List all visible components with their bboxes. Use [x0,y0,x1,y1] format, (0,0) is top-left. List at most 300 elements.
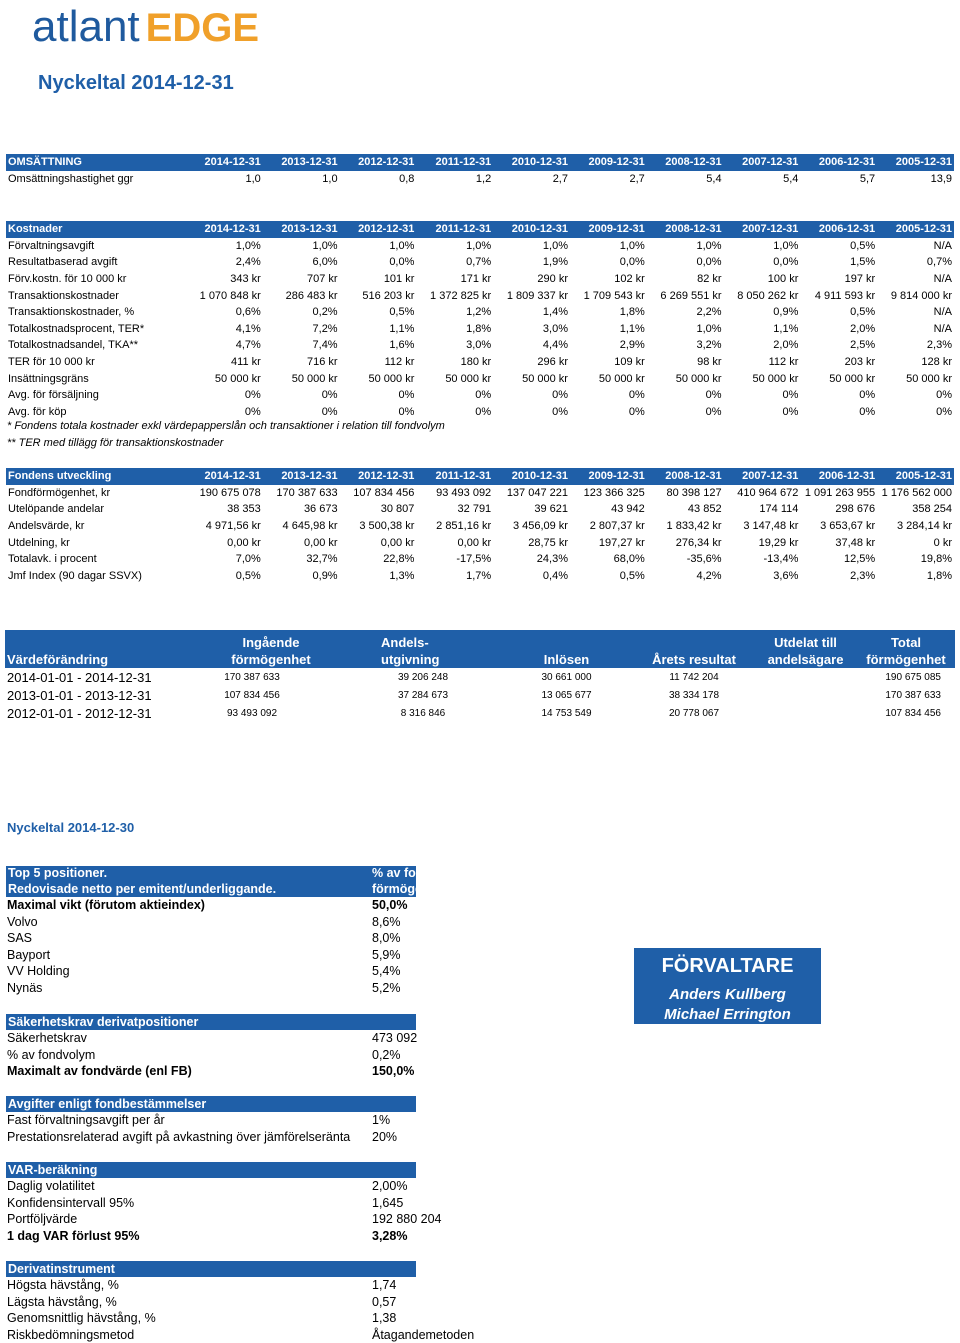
derivat-label: Riskbedömningsmetod [7,1327,135,1342]
kostnader-cell: 1 372 825 kr [430,289,492,302]
kostnader-row-label: TER för 10 000 kr [8,356,95,369]
omsattning-year-header: 2005-12-31 [877,154,954,171]
vf-header-label: Värdeförändring [5,630,195,668]
kostnader-year-header: 2014-12-31 [186,221,263,238]
vf-header-ingaende [195,630,347,668]
kostnader-cell: 0,0% [773,256,799,269]
vf-cell: 20 778 067 [668,707,720,719]
omsattning-cell: 5,4 [706,172,722,185]
top5-item-value: 5,2% [372,980,401,995]
utveckling-row-label: Jmf Index (90 dagar SSVX) [8,569,142,582]
utveckling-cell: -17,5% [456,553,492,566]
utveckling-cell: 2,3% [850,569,876,582]
kostnader-cell: 3,2% [696,339,722,352]
kostnader-cell: 1 809 337 kr [506,289,568,302]
vf-cell: 170 387 633 [885,689,941,701]
avgifter-label: Prestationsrelaterad avgift på avkastning över jämförelseränta [7,1129,351,1144]
kostnader-cell: 3,0% [466,339,492,352]
vf-period: 2014-01-01 - 2014-12-31 [7,669,152,685]
kostnader-cell: 0,7% [466,256,492,269]
kostnader-row-label: Transaktionskostnader, % [8,306,135,319]
avgifter-label: Fast förvaltningsavgift per år [7,1113,165,1127]
kostnader-cell: 2,4% [235,256,261,269]
kostnader-cell: 296 kr [537,356,568,369]
omsattning-year-header: 2008-12-31 [647,154,724,171]
kostnader-cell: 1,2% [466,306,492,319]
kostnader-year-header: 2013-12-31 [263,221,340,238]
utveckling-cell: 1,8% [926,569,952,582]
kostnader-row-label: Avg. för köp [8,405,67,418]
kostnader-cell: 0% [321,389,338,402]
sakerhet-row [6,1030,416,1047]
kostnader-year-header: 2011-12-31 [416,221,493,238]
kostnader-cell: 0% [321,405,338,418]
kostnader-year-header: 2010-12-31 [493,221,570,238]
utveckling-cell: 19,29 kr [758,536,799,549]
var-row [6,1195,416,1212]
kostnader-cell: 171 kr [460,273,492,286]
kostnader-cell: 2,2% [696,306,722,319]
kostnader-row-label: Insättningsgräns [8,372,89,385]
utveckling-cell: 2 851,16 kr [436,520,492,533]
vf-cell [754,704,857,722]
kostnader-cell: 6 269 551 kr [660,289,722,302]
kostnader-cell: 50 000 kr [214,372,261,385]
utveckling-cell: 0,5% [235,569,261,582]
derivat-value: 0,57 [372,1294,397,1309]
var-row [6,1211,442,1228]
utveckling-cell: 43 942 [611,503,645,516]
logo [32,2,259,51]
utveckling-cell: 3,6% [773,569,799,582]
var-row [6,1178,416,1195]
kostnader-cell: 0% [936,389,952,402]
omsattning-cell: 2,7 [552,172,568,185]
vf-cell: 93 493 092 [226,707,278,719]
forvaltare-name-2: Michael Errington [664,1006,791,1023]
var-label: Konfidensintervall 95% [7,1195,135,1210]
kostnader-cell: 6,0% [312,256,338,269]
kostnader-cell: 716 kr [307,356,338,369]
kostnader-cell: 109 kr [614,356,645,369]
omsattning-year-header: 2011-12-31 [416,154,493,171]
utveckling-row [6,551,954,568]
kostnader-cell: 0,5% [850,239,876,252]
sakerhet-value: 473 092 [372,1031,418,1045]
vf-row [5,668,955,686]
omsattning-year-header: 2010-12-31 [493,154,570,171]
top5-max-row [6,897,416,914]
kostnader-cell: 98 kr [697,356,722,369]
kostnader-cell: N/A [933,306,952,319]
kostnader-cell: 0% [244,389,261,402]
kostnader-cell: 1,0% [466,239,492,252]
utveckling-year-header: 2012-12-31 [340,468,417,485]
kostnader-cell: 203 kr [844,356,876,369]
utveckling-row-label: Andelsvärde, kr [8,520,85,533]
footnote-ter: * Fondens totala kostnader exkl värdepapperslån och transaktioner i relation till fondvolym [7,420,445,432]
kostnader-cell: 1,0% [619,239,645,252]
kostnader-cell: 128 kr [921,356,952,369]
kostnader-row [6,271,954,288]
utveckling-row-label: Utdelning, kr [8,536,70,549]
kostnader-cell: 102 kr [614,273,645,286]
derivat-label: Genomsnittlig hävstång, % [7,1311,156,1326]
vardeforandring-table [5,630,955,722]
utveckling-cell: 38 353 [227,503,261,516]
derivat-box [6,1261,475,1343]
var-value: 2,00% [372,1179,408,1193]
kostnader-cell: 0% [705,389,722,402]
top5-item [6,914,416,931]
kostnader-cell: N/A [933,239,952,252]
top5-items [6,914,416,997]
kostnader-cell: 2,5% [850,339,876,352]
kostnader-cell: 0% [782,389,799,402]
utveckling-header-label: Fondens utveckling [6,468,186,485]
kostnader-cell: 1,0% [389,239,415,252]
utveckling-cell: 39 621 [534,503,568,516]
kostnader-cell: 50 000 kr [368,372,415,385]
utveckling-cell: 174 114 [759,503,799,516]
kostnader-cell: 4,4% [542,339,568,352]
kostnader-cell: 290 kr [537,273,568,286]
kostnader-header-row [6,221,954,238]
kostnader-row [6,404,954,421]
kostnader-row [6,254,954,271]
utveckling-row-label: Fondförmögenhet, kr [8,486,111,499]
omsattning-cell: 1,0 [322,172,338,185]
kostnader-cell: 0% [398,405,415,418]
omsattning-cell: 0,8 [399,172,415,185]
derivat-row [6,1310,416,1327]
kostnader-cell: 9 814 000 kr [890,289,952,302]
utveckling-cell: 0,00 kr [457,536,492,549]
kostnader-cell: 0% [936,405,952,418]
kostnader-year-header: 2005-12-31 [877,221,954,238]
omsattning-year-header: 2013-12-31 [263,154,340,171]
omsattning-row [6,171,954,188]
kostnader-row-label: Totalkostnadsprocent, TER* [8,322,145,335]
kostnader-cell: 100 kr [767,273,799,286]
utveckling-cell: 2 807,37 kr [589,520,645,533]
derivat-label: Lägsta hävstång, % [7,1294,117,1309]
var-value: 3,28% [372,1228,408,1243]
omsattning-header-label: OMSÄTTNING [6,154,186,171]
kostnader-row [6,387,954,404]
vf-header-resultat: Årets resultat [634,630,754,668]
vf-cell [754,686,857,704]
utveckling-cell: -13,4% [763,553,799,566]
kostnader-cell: 0% [244,405,261,418]
vf-cell: 37 284 673 [397,689,449,701]
kostnader-cell: 0,2% [312,306,338,319]
utveckling-cell: 24,3% [536,553,568,566]
utveckling-year-header: 2007-12-31 [724,468,801,485]
utveckling-cell: 1 833,42 kr [666,520,722,533]
utveckling-year-header: 2011-12-31 [416,468,493,485]
utveckling-year-header: 2005-12-31 [877,468,954,485]
footnote-tka: ** TER med tillägg för transaktionskostnader [7,437,224,449]
kostnader-cell: 0,0% [696,256,722,269]
omsattning-year-header: 2014-12-31 [186,154,263,171]
vf-cell: 11 742 204 [669,671,719,683]
top5-col2: förmögenheten [372,881,463,896]
utveckling-cell: 123 366 325 [583,486,645,499]
kostnader-cell: 2,9% [619,339,645,352]
top5-item [6,963,416,980]
kostnader-cell: 0% [552,405,568,418]
kostnader-row [6,321,954,338]
sakerhet-label: Maximalt av fondvärde (enl FB) [7,1064,192,1079]
utveckling-row-label: Utelöpande andelar [8,503,105,516]
kostnader-cell: 516 203 kr [362,289,415,302]
kostnader-cell: 50 000 kr [675,372,722,385]
top5-item-name: SAS [7,931,33,946]
utveckling-cell: 410 964 672 [737,486,799,499]
avgifter-box [6,1096,416,1145]
kostnader-cell: 707 kr [307,273,338,286]
utveckling-cell: 137 047 221 [506,486,568,499]
derivat-header: Derivatinstrument [6,1261,416,1277]
utveckling-cell: 358 254 [912,503,952,516]
kostnader-cell: 7,4% [312,339,338,352]
avgifter-header: Avgifter enligt fondbestämmelser [6,1096,416,1112]
kostnader-cell: 1 709 543 kr [583,289,645,302]
kostnader-cell: 0,9% [773,306,799,319]
kostnader-row [6,238,954,255]
utveckling-cell: 3 653,67 kr [820,520,876,533]
utveckling-cell: 197,27 kr [598,536,645,549]
utveckling-cell: -35,6% [686,553,722,566]
utveckling-cell: 4 645,98 kr [282,520,338,533]
kostnader-cell: 1,6% [389,339,415,352]
omsattning-cell: 1,2 [475,172,492,185]
top5-item-name: Bayport [7,947,51,962]
kostnader-cell: 4,1% [235,322,261,335]
utveckling-cell: 3 500,38 kr [359,520,415,533]
kostnader-cell: 50 000 kr [445,372,492,385]
forvaltare-name-1: Anders Kullberg [669,986,786,1003]
sakerhet-row [6,1047,416,1064]
utveckling-header-row [6,468,954,485]
sakerhet-row [6,1063,416,1080]
top5-item [6,947,416,964]
kostnader-cell: 1,9% [542,256,568,269]
vf-row [5,704,955,722]
vf-cell: 107 834 456 [885,707,941,719]
top5-max-value: 50,0% [372,898,408,912]
top5-item-name: VV Holding [7,964,70,979]
subtitle: Nyckeltal 2014-12-30 [7,820,135,835]
kostnader-cell: 4,7% [235,339,261,352]
utveckling-cell: 0,00 kr [380,536,415,549]
derivat-value: Åtagandemetoden [372,1327,475,1342]
utveckling-cell: 1 091 263 955 [804,486,876,499]
kostnader-cell: 4 911 593 kr [814,289,876,302]
top5-item-name: Volvo [7,914,38,929]
top5-item-value: 8,0% [372,931,401,946]
vf-header-total-1: Total [890,635,922,650]
kostnader-cell: 8 050 262 kr [737,289,799,302]
sakerhet-value: 0,2% [372,1047,401,1062]
utveckling-year-header: 2009-12-31 [570,468,647,485]
utveckling-row [6,485,954,502]
kostnader-year-header: 2008-12-31 [647,221,724,238]
vf-cell: 14 753 549 [541,707,592,719]
kostnader-row [6,337,954,354]
omsattning-cell: 5,7 [859,172,876,185]
kostnader-row-label: Resultatbaserad avgift [8,256,118,269]
utveckling-cell: 4 971,56 kr [205,520,261,533]
avgifter-row [6,1112,416,1129]
page-title: Nyckeltal 2014-12-31 [38,72,234,94]
top5-head1: Top 5 positioner. [8,866,108,880]
top5-item [6,930,416,947]
kostnader-cell: 112 kr [384,356,415,369]
kostnader-cell: 50 000 kr [906,372,952,385]
vf-header-ingaende-1: Ingående [242,635,300,650]
vf-header-andels-2: utgivning [381,652,440,667]
vf-cell: 8 316 846 [400,707,446,719]
avgifter-value: 20% [372,1129,398,1144]
omsattning-cell: 2,7 [629,172,645,185]
kostnader-year-header: 2006-12-31 [800,221,877,238]
kostnader-cell: 2,3% [926,339,952,352]
kostnader-cell: 0% [398,389,415,402]
kostnader-cell: 1,0% [696,322,722,335]
utveckling-cell: 80 398 127 [666,486,722,499]
kostnader-cell: N/A [933,273,952,286]
kostnader-cell: 286 483 kr [285,289,338,302]
utveckling-cell: 93 493 092 [436,486,492,499]
var-box [6,1162,442,1244]
kostnader-table [6,221,954,420]
vf-header-andelsutgivning [347,630,499,668]
utveckling-cell: 0,00 kr [227,536,261,549]
utveckling-cell: 4,2% [696,569,722,582]
kostnader-row-label: Avg. för försäljning [8,389,99,402]
top5-item-value: 5,9% [372,947,401,962]
kostnader-cell: 50 000 kr [752,372,799,385]
utveckling-cell: 3 456,09 kr [512,520,568,533]
utveckling-cell: 22,8% [383,553,415,566]
utveckling-cell: 0,00 kr [303,536,338,549]
vf-header-utdelat-1: Utdelat till [774,635,837,650]
vf-cell: 190 675 085 [885,671,941,683]
kostnader-cell: 0% [475,389,492,402]
utveckling-year-header: 2010-12-31 [493,468,570,485]
kostnader-cell: 50 000 kr [829,372,876,385]
vardeforandring-header [5,630,955,668]
kostnader-cell: 0% [705,405,722,418]
vf-cell: 30 661 000 [541,671,592,683]
omsattning-cell: 1,0 [245,172,261,185]
utveckling-row [6,518,954,535]
utveckling-cell: 0,4% [542,569,568,582]
vf-header-andels-1: Andels- [381,635,429,650]
utveckling-cell: 0,5% [619,569,645,582]
var-header: VAR-beräkning [6,1162,416,1178]
kostnader-cell: N/A [933,322,952,335]
omsattning-year-header: 2007-12-31 [724,154,801,171]
utveckling-year-header: 2008-12-31 [647,468,724,485]
kostnader-cell: 1,1% [619,322,645,335]
top5-max-label: Maximal vikt (förutom aktieindex) [7,898,205,912]
utveckling-year-header: 2014-12-31 [186,468,263,485]
utveckling-cell: 0,9% [312,569,338,582]
kostnader-cell: 0,0% [389,256,415,269]
top5-col-header [372,866,463,897]
omsattning-cell: 5,4 [783,172,799,185]
kostnader-cell: 0,5% [850,306,876,319]
utveckling-cell: 12,5% [843,553,876,566]
kostnader-row-label: Förv.kostn. för 10 000 kr [8,273,127,286]
utveckling-cell: 36 673 [303,503,338,516]
utveckling-table [6,468,954,584]
omsattning-year-header: 2009-12-31 [570,154,647,171]
kostnader-cell: 1,4% [542,306,568,319]
kostnader-row [6,354,954,371]
utveckling-cell: 298 676 [835,503,876,516]
forvaltare-box [634,948,821,1024]
top5-item-value: 8,6% [372,914,401,929]
derivat-value: 1,74 [372,1278,397,1292]
utveckling-cell: 32,7% [306,553,338,566]
kostnader-row [6,370,954,387]
logo-text-edge: EDGE [145,6,259,50]
utveckling-cell: 3 284,14 kr [896,520,952,533]
kostnader-cell: 3,0% [542,322,568,335]
utveckling-year-header: 2006-12-31 [800,468,877,485]
kostnader-year-header: 2009-12-31 [570,221,647,238]
utveckling-cell: 19,8% [920,553,952,566]
utveckling-cell: 107 834 456 [353,486,415,499]
vf-cell: 38 334 178 [668,689,720,701]
kostnader-row-label: Förvaltningsavgift [8,239,95,252]
utveckling-cell: 3 147,48 kr [743,520,799,533]
kostnader-cell: 180 kr [460,356,492,369]
kostnader-cell: 1,1% [773,322,799,335]
avgifter-row [6,1129,416,1146]
vf-cell: 170 387 633 [224,671,280,683]
kostnader-cell: 1,0% [312,239,338,252]
vf-period: 2013-01-01 - 2013-12-31 [7,687,152,703]
kostnader-cell: 101 kr [383,273,415,286]
sakerhet-box [6,1014,416,1080]
kostnader-cell: 1,0% [773,239,799,252]
kostnader-cell: 50 000 kr [598,372,645,385]
kostnader-cell: 82 kr [697,273,722,286]
logo-text-atlant: atlant [32,2,140,51]
vf-period: 2012-01-01 - 2012-12-31 [7,705,152,721]
top5-item-value: 5,4% [372,964,401,979]
vf-header-utdelat [754,630,857,668]
vf-cell: 13 065 677 [541,689,592,701]
kostnader-cell: 1,1% [389,322,415,335]
utveckling-cell: 68,0% [613,553,645,566]
avgifter-value: 1% [372,1113,391,1127]
vf-cell: 107 834 456 [224,689,280,701]
kostnader-cell: 2,0% [773,339,799,352]
kostnader-cell: 0% [628,389,645,402]
kostnader-cell: 411 kr [231,356,261,369]
utveckling-cell: 190 675 078 [199,486,261,499]
kostnader-cell: 0,6% [235,306,261,319]
utveckling-cell: 37,48 kr [835,536,876,549]
omsattning-cell: 13,9 [930,172,952,185]
kostnader-cell: 0% [628,405,645,418]
